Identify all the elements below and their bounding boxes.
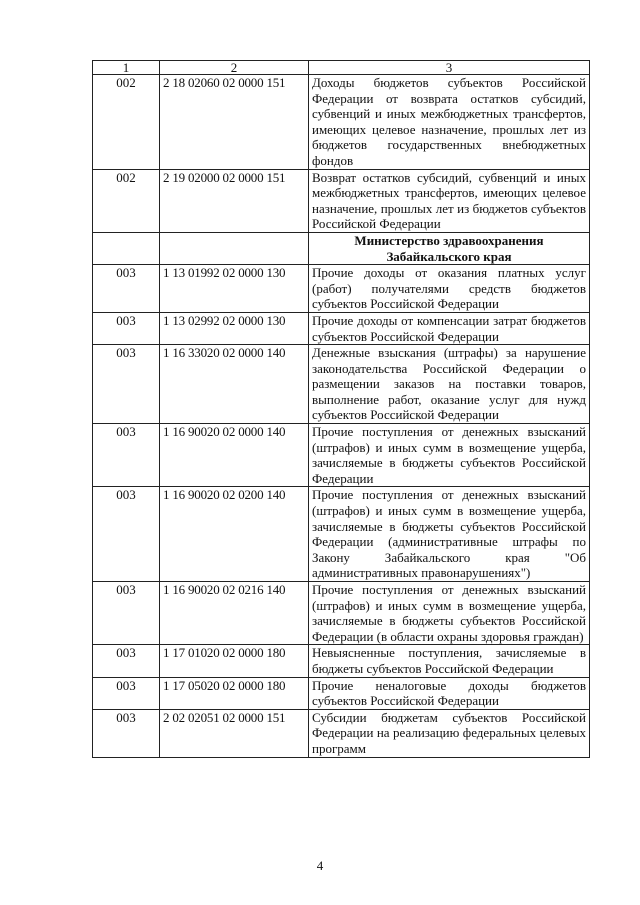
revenue-code-cell: 1 16 90020 02 0000 140 [160,424,309,487]
table-body [93,75,590,758]
revenue-code-cell: 1 16 90020 02 0200 140 [160,487,309,582]
admin-code-cell: 003 [93,645,160,677]
header-col-3: 3 [309,61,590,75]
table-row [93,169,590,232]
description-cell: Прочие поступления от денежных взысканий (штрафов) и иных сумм в возмещение ущерба, зачисляемые в бюджеты субъектов Российской Федерации [309,424,590,487]
section-title: Министерство здравоохранения Забайкальского края [309,232,590,264]
table-row [93,582,590,645]
admin-code-cell: 003 [93,677,160,709]
admin-code-cell: 003 [93,582,160,645]
description-cell: Возврат остатков субсидий, субвенций и иных межбюджетных трансфертов, имеющих целевое назначение, прошлых лет из бюджетов субъектов Российской Федерации [309,169,590,232]
description-cell: Невыясненные поступления, зачисляемые в бюджеты субъектов Российской Федерации [309,645,590,677]
revenue-code-cell: 1 17 01020 02 0000 180 [160,645,309,677]
header-col-2: 2 [160,61,309,75]
page-number: 4 [316,858,324,873]
table-row [93,424,590,487]
admin-code-cell: 003 [93,487,160,582]
admin-code-cell: 002 [93,169,160,232]
revenue-code-cell: 1 17 05020 02 0000 180 [160,677,309,709]
table-row [93,645,590,677]
table-row [93,677,590,709]
revenue-code-cell: 2 18 02060 02 0000 151 [160,75,309,170]
table-row [93,345,590,424]
description-cell: Денежные взыскания (штрафы) за нарушение законодательства Российской Федерации о размещении заказов на поставки товаров, выполнение работ, оказание услуг для нужд субъектов Российской Федерации [309,345,590,424]
header-col-1: 1 [93,61,160,75]
admin-code-cell: 002 [93,75,160,170]
admin-code-cell: 003 [93,312,160,344]
table-row [93,265,590,313]
admin-code-cell: 003 [93,709,160,757]
admin-code-cell [93,232,160,264]
revenue-code-cell: 2 02 02051 02 0000 151 [160,709,309,757]
revenue-code-cell: 1 13 01992 02 0000 130 [160,265,309,313]
revenue-code-cell: 1 13 02992 02 0000 130 [160,312,309,344]
description-cell: Прочие доходы от компенсации затрат бюджетов субъектов Российской Федерации [309,312,590,344]
table-row [93,487,590,582]
admin-code-cell: 003 [93,265,160,313]
description-cell: Прочие доходы от оказания платных услуг (работ) получателями средств бюджетов субъектов Российской Федерации [309,265,590,313]
header-row [93,61,590,75]
description-cell: Прочие поступления от денежных взысканий (штрафов) и иных сумм в возмещение ущерба, зачисляемые в бюджеты субъектов Российской Федерации (административные штрафы по Закону Забайкальского края "Об административных правонарушениях") [309,487,590,582]
description-cell: Субсидии бюджетам субъектов Российской Федерации на реализацию федеральных целевых программ [309,709,590,757]
admin-code-cell: 003 [93,345,160,424]
table-header [93,61,590,75]
description-cell: Доходы бюджетов субъектов Российской Федерации от возврата остатков субсидий, субвенций и иных межбюджетных трансфертов, имеющих целевое назначение, прошлых лет из бюджетов государственных внебюджетных фондов [309,75,590,170]
revenue-code-cell: 2 19 02000 02 0000 151 [160,169,309,232]
table-row [93,312,590,344]
table-row [93,75,590,170]
revenue-code-cell: 1 16 33020 02 0000 140 [160,345,309,424]
description-cell: Прочие неналоговые доходы бюджетов субъектов Российской Федерации [309,677,590,709]
section-header-row [93,232,590,264]
admin-code-cell: 003 [93,424,160,487]
budget-codes-table [92,60,590,758]
revenue-code-cell: 1 16 90020 02 0216 140 [160,582,309,645]
table-row [93,709,590,757]
revenue-code-cell [160,232,309,264]
description-cell: Прочие поступления от денежных взысканий (штрафов) и иных сумм в возмещение ущерба, зачисляемые в бюджеты субъектов Российской Федерации (в области охраны здоровья граждан) [309,582,590,645]
